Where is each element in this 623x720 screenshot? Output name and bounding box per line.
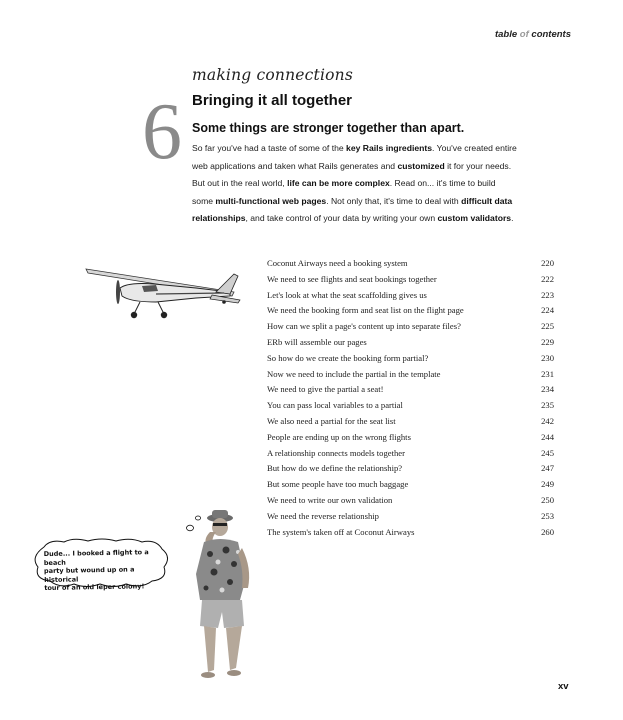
airplane-illustration <box>84 262 242 322</box>
toc-entry-title: We also need a partial for the seat list <box>267 415 396 426</box>
toc-entry-page: 247 <box>541 463 554 474</box>
toc-entry-page: 245 <box>541 447 554 458</box>
toc-entry[interactable] <box>267 367 554 383</box>
toc-entry[interactable] <box>267 256 554 272</box>
toc-entry-title: But how do we define the relationship? <box>267 463 403 474</box>
toc-entry-title: Now we need to include the partial in the template <box>267 368 441 379</box>
toc-entry[interactable] <box>267 461 554 477</box>
toc-entry-title: You can pass local variables to a partial <box>267 400 403 411</box>
intro-line: But out in the real world, life can be more complex. Read on... it's time to build <box>192 178 496 188</box>
intro-line: web applications and taken what Rails generates and customized it for your needs. <box>192 160 512 171</box>
toc-entry-title: We need the booking form and seat list on the flight page <box>267 305 464 316</box>
toc-list <box>267 256 554 540</box>
toc-entry[interactable] <box>267 288 554 304</box>
toc-entry-title: People are ending up on the wrong flights <box>267 431 411 442</box>
page-number: xv <box>558 681 569 692</box>
toc-entry-page: 244 <box>541 431 554 442</box>
toc-entry-page: 253 <box>541 510 554 521</box>
toc-entry-page: 260 <box>541 526 554 537</box>
toc-entry-title: Let's look at what the seat scaffolding gives us <box>267 289 427 300</box>
toc-entry[interactable] <box>267 398 554 414</box>
toc-entry[interactable] <box>267 509 554 525</box>
toc-entry[interactable] <box>267 430 554 446</box>
toc-entry-title: Coconut Airways need a booking system <box>267 258 408 268</box>
toc-entry-title: We need the reverse relationship <box>267 510 379 521</box>
toc-entry-page: 250 <box>541 494 554 505</box>
toc-entry-title: How can we split a page's content up into separate files? <box>267 321 461 332</box>
bubble-line: Dude... I booked a flight to a beach <box>43 548 149 567</box>
toc-entry-page: 224 <box>541 305 554 316</box>
chapter-number: 6 <box>142 88 182 176</box>
tourist-man-photo <box>186 508 260 684</box>
intro-line: some multi-functional web pages. Not only that, it's time to deal with difficult data <box>192 195 513 206</box>
toc-entry[interactable] <box>267 382 554 398</box>
toc-entry-page: 231 <box>541 368 554 379</box>
toc-entry-page: 229 <box>541 336 554 347</box>
toc-entry[interactable] <box>267 335 554 351</box>
intro-line: relationships, and take control of your data by writing your own custom validators. <box>192 213 514 223</box>
chapter-title: Bringing it all together <box>192 92 352 109</box>
toc-entry-page: 220 <box>541 258 554 268</box>
toc-entry-page: 222 <box>541 273 554 284</box>
toc-entry-page: 249 <box>541 479 554 490</box>
toc-entry-page: 225 <box>541 321 554 332</box>
toc-entry-page: 223 <box>541 289 554 300</box>
chapter-subtitle: Some things are stronger together than apart. <box>192 121 465 135</box>
toc-entry-page: 234 <box>541 384 554 395</box>
chapter-kicker: making connections <box>192 66 354 84</box>
thought-bubble-text <box>44 548 165 593</box>
toc-entry-title: The system's taken off at Coconut Airways <box>267 526 415 537</box>
toc-entry[interactable] <box>267 272 554 288</box>
toc-entry[interactable] <box>267 351 554 367</box>
toc-entry-page: 235 <box>541 400 554 411</box>
bubble-line: tour of an old leper colony! <box>44 582 145 593</box>
header-word-of: of <box>519 29 529 40</box>
running-header <box>495 29 571 40</box>
toc-entry-page: 242 <box>541 415 554 426</box>
toc-entry-title: A relationship connects models together <box>267 447 405 458</box>
toc-entry[interactable] <box>267 303 554 319</box>
toc-entry-title: So how do we create the booking form partial? <box>267 352 429 363</box>
toc-entry-title: We need to see flights and seat bookings together <box>267 273 437 284</box>
toc-entry[interactable] <box>267 525 554 541</box>
toc-entry-title: We need to write our own validation <box>267 494 393 505</box>
toc-entry-page: 230 <box>541 352 554 363</box>
toc-entry-title: We need to give the partial a seat! <box>267 384 384 395</box>
chapter-intro <box>192 140 572 228</box>
toc-entry-title: But some people have too much baggage <box>267 479 409 490</box>
intro-line: So far you've had a taste of some of the key Rails ingredients. You've created entire <box>192 143 517 153</box>
toc-entry[interactable] <box>267 493 554 509</box>
toc-entry-title: ERb will assemble our pages <box>267 336 367 347</box>
toc-entry[interactable] <box>267 477 554 493</box>
toc-entry[interactable] <box>267 414 554 430</box>
header-word-table: table <box>494 29 518 40</box>
toc-entry[interactable] <box>267 446 554 462</box>
toc-entry[interactable] <box>267 319 554 335</box>
header-word-contents: contents <box>531 29 571 40</box>
bubble-line: party but wound up on a historical <box>43 565 135 584</box>
